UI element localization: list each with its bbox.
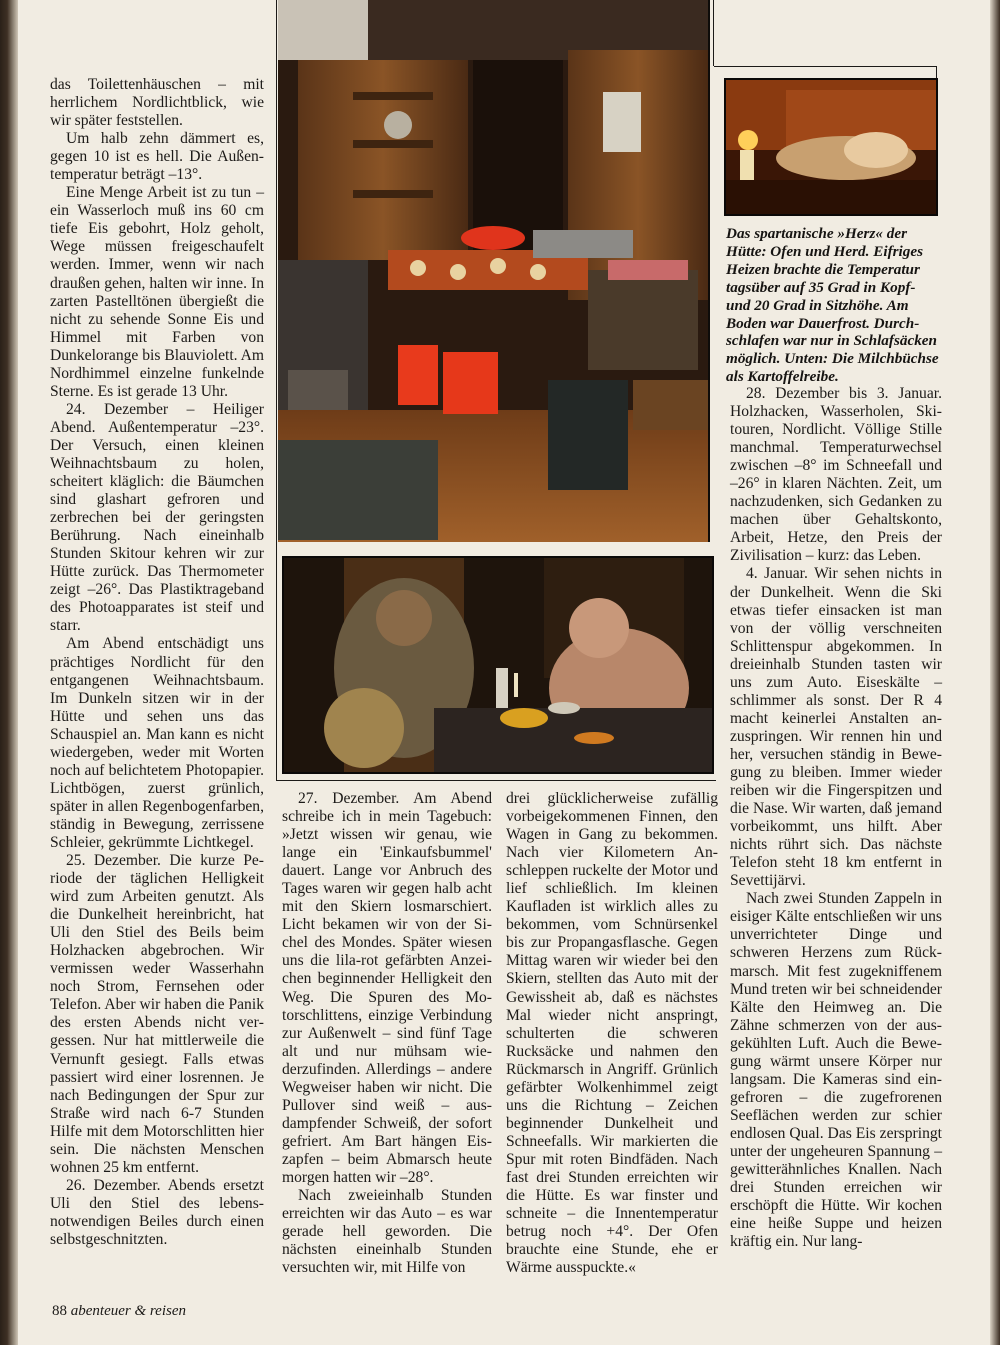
- paragraph: Nach zwei Stunden Zappeln in eisiger Kälte entschließen wir uns unverrichteter Dinge und schweren Herzens zum Rückmarsch. Mit fest zugekniffenem Mund treten wir bei schneidender Kälte den Heimweg an. Die Zähne schmerzen von der ausgekühlten Luft. Auch die Bewegung wärmt unsere Körper nur langsam. Die Kameras sind eingefroren – die zugefrorenen Seeflächen werden zur schier endlosen Qual. Das Eis zerspringt unter der ungeheuren Spannung – gewitterähnliches Knallen. Nach drei Stunden erreichen wir erschöpft die Hütte. Wir kochen eine heiße Suppe und heizen kräftig ein. Nur lang-: [730, 890, 942, 1251]
- paragraph: 24. Dezember – Heiliger Abend. Außentemperatur –23°. Der Versuch, einen kleinen Weihnachtsbaum zu holen, scheitert kläglich: die Bäumchen sind glashart gefroren und zerbrechen bei der geringsten Berührung. Nach eineinhalb Stunden Skitour kehren wir zur Hütte zurück. Das Thermometer zeigt –26°. Das Plastiktrageband des Photoapparates ist steif und starr.: [50, 400, 264, 635]
- page-number: 88: [52, 1303, 67, 1319]
- paragraph: drei glücklicherweise zufällig vorbeigekommenen Finnen, den Wagen in Gang zu bekommen. Nach vier Kilometern Anschleppen ruckelte der Motor und lief schließlich. Im kleinen Kaufladen ist wirklich alles zu bekommen, vom Schnürsenkel bis zur Propangasflasche. Gegen Mittag waren wir wieder bei den Skiern, stellten das Auto mit der Gewissheit ab, daß es nächstes Mal wieder nicht anspringt, schulterten die schweren Rucksäcke und nahmen den Rückmarsch in Angriff. Grünlich gefärbter Wolkenhimmel zeigt uns die Richtung – Zeichen beginnender Dunkelheit und Schneefalls. Wir markierten die Spur mit roten Bindfäden. Nach fast drei Stunden erreichten wir die Hütte. Es war finster und schneite – die Innentemperatur betrug noch +4°. Der Ofen brauchte eine Stunde, ehe er Wärme ausspuckte.«: [506, 790, 718, 1277]
- paragraph: 27. Dezember. Am Abend schreibe ich in mein Tagebuch: »Jetzt wissen wir genau, wie lange ein 'Einkaufsbummel' dauert. Lange vor Anbruch des Tages waren wir gegen halb acht mit den Skiern losmarschiert. Licht bekamen wir von der Sichel des Mondes. Später wiesen uns die lila-rot gefärbten Anzeichen beginnender Helligkeit den Weg. Die Spuren des Motorschlittens, einzige Verbindung zur Außenwelt – sind fünf Tage alt und nur mühsam wiederzufinden. Allerdings – andere Wegweiser haben wir nicht. Die Pullover sind weiß – ausdampfender Schweiß, der sofort gefriert. Am Bart hängen Eiszapfen – beim Abmarsch heute morgen hatten wir –28°.: [282, 790, 492, 1186]
- paragraph: Um halb zehn dämmert es, gegen 10 ist es hell. Die Außentemperatur beträgt –13°.: [50, 130, 264, 184]
- page-footer: [52, 1303, 186, 1320]
- paragraph: Am Abend entschädigt uns prächtiges Nordlicht für den entgangenen Weihnachtsbaum. Im Dunkeln sitzen wir in der Hütte und sehen uns das Schauspiel an. Man kann es nicht wiedergeben, weder mit Worten noch auf belichtetem Photopapier. Lichtbögen, zuerst grünlich, später in allen Regenbogenfarben, ständig in Bewegung, zerrissene Schleier, gekrümmte Lichtkegel.: [50, 635, 264, 851]
- paragraph: 26. Dezember. Abends ersetzt Uli den Stiel des lebensnotwendigen Beiles durch einen selbstgeschnitzten.: [50, 1176, 264, 1248]
- frame-rule-caption-top: [714, 66, 936, 67]
- sleeping-bag-illustration: [726, 80, 936, 214]
- photo-sleeping-bag: [724, 78, 938, 216]
- photo-cabin-interior: [278, 0, 710, 542]
- paragraph: Nach zweieinhalb Stunden erreichten wir das Auto – es war gerade hell geworden. Die nächsten eineinhalb Stunden versuchten wir, mit Hilfe von: [282, 1187, 492, 1277]
- paragraph: 28. Dezember bis 3. Januar. Holzhacken, Wasserholen, Skitouren, Nordlicht. Völlige Stille manchmal. Temperaturwechsel zwischen –8° im Schneefall und –26° in klaren Nächten. Zeit, um nachzudenken, sich Gedanken zu machen über Gehaltskonto, Arbeit, Hetze, den Preis der Zivilisation – kurz: das Leben.: [730, 385, 942, 565]
- photo-dinner-table: [282, 556, 714, 774]
- cabin-interior-illustration: [278, 0, 708, 542]
- text-column-1: [50, 76, 264, 1249]
- frame-rule-left: [276, 0, 277, 780]
- scan-edge-right: [990, 0, 1000, 1345]
- dinner-table-illustration: [284, 558, 712, 772]
- paragraph: das Toilettenhäuschen – mit herrlichem Nordlichtblick, wie wir später feststellen.: [50, 76, 264, 130]
- scan-edge-left: [0, 0, 18, 1345]
- frame-rule-top: [713, 0, 714, 66]
- frame-rule-bottom: [276, 780, 716, 781]
- text-column-3: [506, 790, 718, 1277]
- paragraph: 25. Dezember. Die kurze Periode der täglichen Helligkeit wird zum Arbeiten genutzt. Als die Dunkelheit hereinbricht, hat Uli den Stiel des Beils beim Holzhacken abgebrochen. Wir vermissen weder Wasserhahn noch Strom, Fernsehen oder Telefon. Aber wir haben die Panik des ersten Abends nicht vergessen. Nur hat mittlerweile die Vernunft gesiegt. Falls etwas passiert wird einer losrennen. Je nach Bedingungen der Spur zur Straße wird nach 6-7 Stunden Hilfe mit dem Motorschlitten hier sein. Die nächsten Menschen wohnen 25 km entfernt.: [50, 852, 264, 1176]
- paragraph: 4. Januar. Wir sehen nichts in der Dunkelheit. Wenn die Ski etwas tiefer einsacken ist man von der völlig verschneiten Schlittenspur abgekommen. In dreieinhalb Stunden tasten wir uns zum Auto. Eiseskälte – schlimmer als sonst. Der R 4 macht keinerlei Anstalten anzuspringen. Wir rennen hin und her, versuchen ständig in Bewegung zu bleiben. Immer wieder reiben wir die Fingerspitzen und die Nase. Wir warten, daß jemand vorbeikommt, uns hilft. Aber nichts rührt sich. Das nächste Telefon steht 18 km entfernt in Sevettijärvi.: [730, 565, 942, 890]
- photo-caption: Das spartanische »Herz« der Hütte: Ofen und Herd. Eifriges Heizen brachte die Temperatur tagsüber auf 35 Grad in Kopf- und 20 Grad in Sitzhöhe. Am Boden war Dauerfrost. Durchschlafen war nur in Schlafsäcken möglich. Unten: Die Milchbüchse als Kartoffelreibe.: [726, 225, 939, 386]
- paragraph: Eine Menge Arbeit ist zu tun – ein Wasserloch muß ins 60 cm tiefe Eis gebohrt, Holz geholt, Wege müssen freigeschaufelt werden. Immer, wenn wir nach draußen gehen, halten wir inne. In zarten Pastelltönen übergießt die nicht zu sehende Sonne Eis und Himmel mit Farben von Dunkelorange bis Blauviolett. Am Nordhimmel einzelne funkelnde Sterne. Es ist gerade 13 Uhr.: [50, 184, 264, 400]
- magazine-name: abenteuer & reisen: [70, 1303, 186, 1319]
- text-column-2: [282, 790, 492, 1277]
- text-column-4: [730, 385, 942, 1251]
